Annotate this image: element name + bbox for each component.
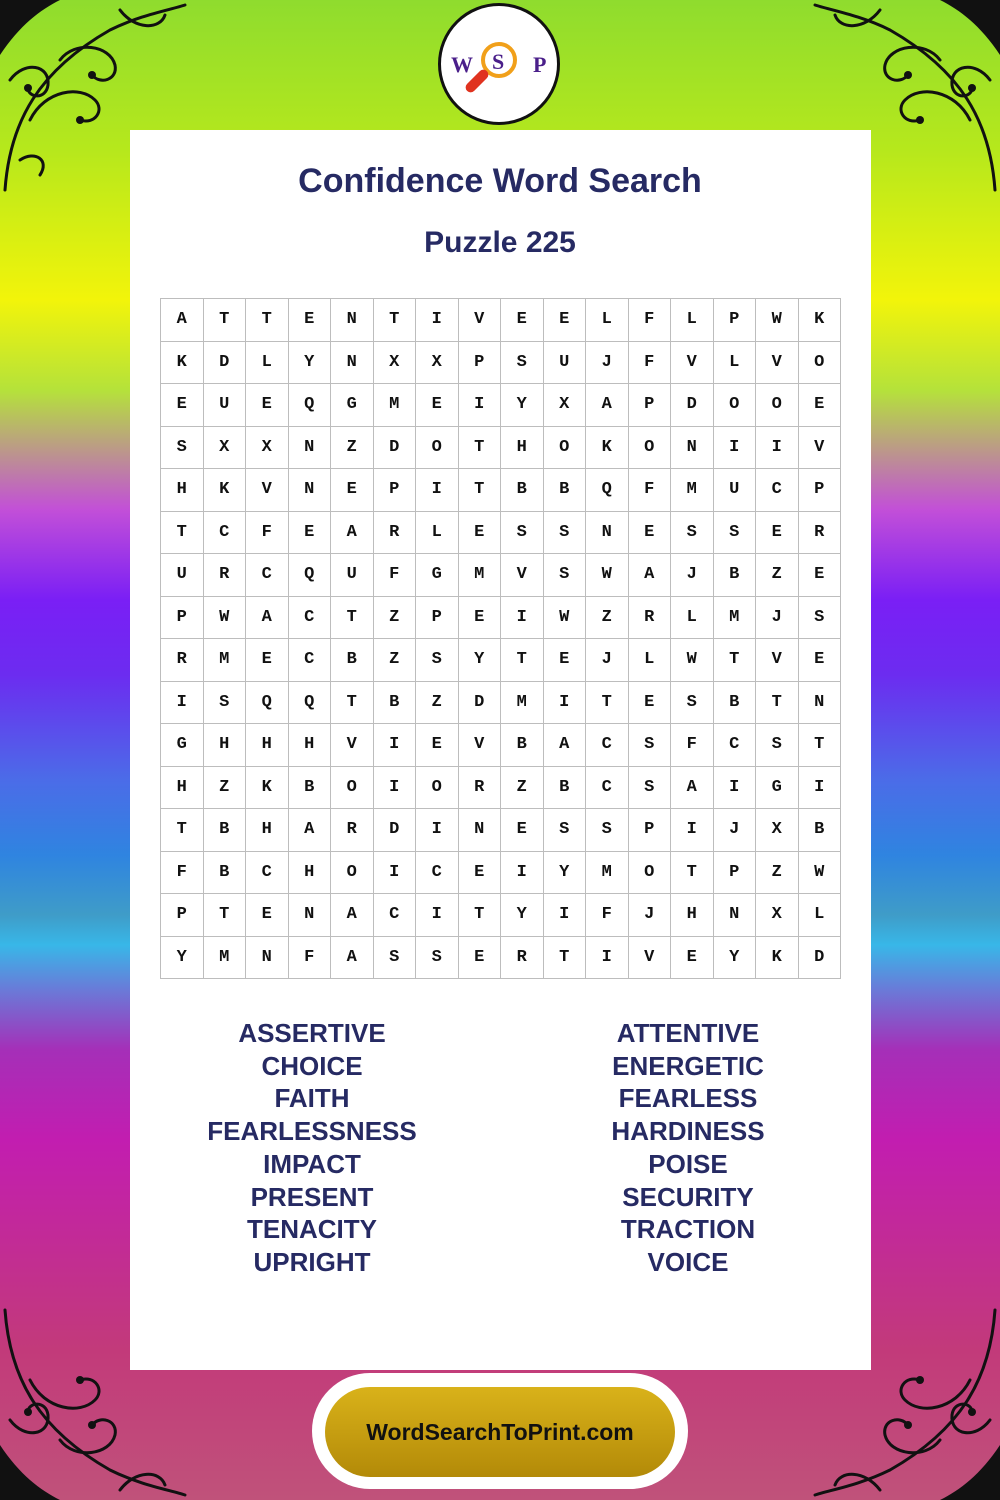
word-list-item: FEARLESS bbox=[618, 1083, 758, 1114]
grid-cell[interactable]: K bbox=[756, 936, 799, 979]
grid-cell[interactable]: Z bbox=[501, 766, 544, 809]
grid-cell[interactable]: T bbox=[501, 639, 544, 682]
grid-cell[interactable]: Y bbox=[543, 851, 586, 894]
grid-cell[interactable]: E bbox=[288, 511, 331, 554]
grid-cell[interactable]: R bbox=[161, 639, 204, 682]
word-list-item: FAITH bbox=[274, 1083, 350, 1114]
grid-cell[interactable]: E bbox=[628, 511, 671, 554]
grid-row bbox=[161, 766, 841, 809]
grid-cell[interactable]: Z bbox=[416, 681, 459, 724]
grid-cell[interactable]: S bbox=[161, 426, 204, 469]
grid-cell[interactable]: T bbox=[203, 894, 246, 937]
grid-cell[interactable]: V bbox=[458, 299, 501, 342]
grid-cell[interactable]: A bbox=[246, 596, 289, 639]
grid-cell[interactable]: D bbox=[671, 384, 714, 427]
grid-cell[interactable]: D bbox=[798, 936, 841, 979]
grid-cell[interactable]: L bbox=[798, 894, 841, 937]
grid-cell[interactable]: T bbox=[798, 724, 841, 767]
grid-cell[interactable]: T bbox=[756, 681, 799, 724]
grid-cell[interactable]: X bbox=[246, 426, 289, 469]
grid-cell[interactable]: L bbox=[671, 299, 714, 342]
grid-cell[interactable]: O bbox=[416, 426, 459, 469]
grid-cell[interactable]: W bbox=[543, 596, 586, 639]
word-list-item: ATTENTIVE bbox=[616, 1018, 760, 1048]
grid-cell[interactable]: E bbox=[246, 894, 289, 937]
grid-cell[interactable]: U bbox=[161, 554, 204, 597]
grid-cell[interactable]: D bbox=[373, 426, 416, 469]
grid-cell[interactable]: X bbox=[543, 384, 586, 427]
grid-cell[interactable]: H bbox=[246, 809, 289, 852]
grid-cell[interactable]: A bbox=[543, 724, 586, 767]
grid-cell[interactable]: V bbox=[246, 469, 289, 512]
logo-letter-p: P bbox=[533, 52, 547, 77]
wsp-logo[interactable] bbox=[438, 3, 560, 125]
grid-cell[interactable]: F bbox=[246, 511, 289, 554]
page-title: Confidence Word Search bbox=[298, 162, 702, 200]
grid-cell[interactable]: U bbox=[203, 384, 246, 427]
grid-cell[interactable]: I bbox=[416, 809, 459, 852]
grid-cell[interactable]: S bbox=[501, 511, 544, 554]
grid-cell[interactable]: G bbox=[416, 554, 459, 597]
grid-cell[interactable]: I bbox=[458, 384, 501, 427]
grid-cell[interactable]: J bbox=[713, 809, 756, 852]
grid-cell[interactable]: I bbox=[756, 426, 799, 469]
grid-cell[interactable]: O bbox=[756, 384, 799, 427]
word-list-item: VOICE bbox=[647, 1246, 729, 1277]
grid-cell[interactable]: D bbox=[458, 681, 501, 724]
grid-cell[interactable]: L bbox=[586, 299, 629, 342]
grid-cell[interactable]: V bbox=[671, 341, 714, 384]
grid-cell[interactable]: S bbox=[543, 809, 586, 852]
grid-cell[interactable]: T bbox=[161, 511, 204, 554]
grid-cell[interactable]: B bbox=[203, 851, 246, 894]
grid-row bbox=[161, 639, 841, 682]
grid-cell[interactable]: B bbox=[543, 766, 586, 809]
grid-cell[interactable]: A bbox=[586, 384, 629, 427]
grid-cell[interactable]: S bbox=[756, 724, 799, 767]
grid-cell[interactable]: P bbox=[416, 596, 459, 639]
grid-cell[interactable]: Q bbox=[246, 681, 289, 724]
grid-cell[interactable]: A bbox=[331, 894, 374, 937]
grid-cell[interactable]: E bbox=[458, 511, 501, 554]
grid-cell[interactable]: S bbox=[628, 766, 671, 809]
grid-row bbox=[161, 341, 841, 384]
grid-cell[interactable]: L bbox=[671, 596, 714, 639]
grid-cell[interactable]: Q bbox=[288, 384, 331, 427]
grid-cell[interactable]: F bbox=[586, 894, 629, 937]
word-list-item: SECURITY bbox=[622, 1181, 754, 1212]
grid-cell[interactable]: S bbox=[416, 936, 459, 979]
grid-cell[interactable]: B bbox=[203, 809, 246, 852]
grid-cell[interactable]: M bbox=[203, 936, 246, 979]
grid-row bbox=[161, 851, 841, 894]
grid-cell[interactable]: W bbox=[203, 596, 246, 639]
grid-cell[interactable]: R bbox=[628, 596, 671, 639]
grid-cell[interactable]: J bbox=[756, 596, 799, 639]
grid-cell[interactable]: F bbox=[628, 341, 671, 384]
grid-cell[interactable]: W bbox=[586, 554, 629, 597]
grid-cell[interactable]: O bbox=[628, 851, 671, 894]
grid-cell[interactable]: F bbox=[628, 299, 671, 342]
grid-cell[interactable]: S bbox=[671, 511, 714, 554]
word-list-item: ENERGETIC bbox=[612, 1050, 764, 1081]
grid-cell[interactable]: E bbox=[798, 554, 841, 597]
grid-cell[interactable]: N bbox=[586, 511, 629, 554]
grid-cell[interactable]: C bbox=[416, 851, 459, 894]
grid-cell[interactable]: H bbox=[203, 724, 246, 767]
grid-cell[interactable]: L bbox=[416, 511, 459, 554]
grid-cell[interactable]: B bbox=[288, 766, 331, 809]
word-list-item: UPRIGHT bbox=[253, 1246, 371, 1277]
grid-row bbox=[161, 894, 841, 937]
grid-cell[interactable]: T bbox=[713, 639, 756, 682]
grid-row bbox=[161, 936, 841, 979]
grid-cell[interactable]: F bbox=[288, 936, 331, 979]
grid-cell[interactable]: R bbox=[798, 511, 841, 554]
grid-cell[interactable]: V bbox=[331, 724, 374, 767]
grid-cell[interactable]: H bbox=[288, 724, 331, 767]
grid-cell[interactable]: M bbox=[373, 384, 416, 427]
grid-cell[interactable]: E bbox=[798, 639, 841, 682]
grid-cell[interactable]: I bbox=[671, 809, 714, 852]
grid-cell[interactable]: V bbox=[501, 554, 544, 597]
grid-cell[interactable]: H bbox=[501, 426, 544, 469]
grid-cell[interactable]: N bbox=[331, 341, 374, 384]
grid-cell[interactable]: N bbox=[246, 936, 289, 979]
grid-row bbox=[161, 724, 841, 767]
grid-cell[interactable]: P bbox=[798, 469, 841, 512]
grid-cell[interactable]: C bbox=[288, 639, 331, 682]
grid-cell[interactable]: T bbox=[586, 681, 629, 724]
grid-cell[interactable]: N bbox=[331, 299, 374, 342]
grid-cell[interactable]: O bbox=[543, 426, 586, 469]
grid-cell[interactable]: M bbox=[458, 554, 501, 597]
grid-cell[interactable]: Y bbox=[458, 639, 501, 682]
grid-cell[interactable]: J bbox=[671, 554, 714, 597]
word-list-left bbox=[162, 1017, 462, 1279]
grid-cell[interactable]: G bbox=[161, 724, 204, 767]
grid-cell[interactable]: M bbox=[501, 681, 544, 724]
grid-row bbox=[161, 426, 841, 469]
grid-cell[interactable]: V bbox=[628, 936, 671, 979]
word-list-item: CHOICE bbox=[261, 1050, 363, 1081]
grid-cell[interactable]: N bbox=[458, 809, 501, 852]
grid-cell[interactable]: B bbox=[713, 554, 756, 597]
grid-cell[interactable]: A bbox=[288, 809, 331, 852]
grid-cell[interactable]: E bbox=[798, 384, 841, 427]
grid-row bbox=[161, 511, 841, 554]
grid-cell[interactable]: K bbox=[798, 299, 841, 342]
word-list-item: POISE bbox=[648, 1148, 728, 1179]
grid-row bbox=[161, 384, 841, 427]
grid-cell[interactable]: G bbox=[756, 766, 799, 809]
grid-cell[interactable]: E bbox=[501, 299, 544, 342]
grid-cell[interactable]: R bbox=[203, 554, 246, 597]
grid-cell[interactable]: T bbox=[458, 894, 501, 937]
grid-cell[interactable]: S bbox=[628, 724, 671, 767]
grid-cell[interactable]: E bbox=[288, 299, 331, 342]
grid-cell[interactable]: J bbox=[586, 341, 629, 384]
grid-cell[interactable]: E bbox=[756, 511, 799, 554]
grid-row bbox=[161, 809, 841, 852]
grid-cell[interactable]: O bbox=[628, 426, 671, 469]
grid-cell[interactable]: B bbox=[543, 469, 586, 512]
grid-cell[interactable]: Y bbox=[501, 384, 544, 427]
grid-cell[interactable]: E bbox=[501, 809, 544, 852]
grid-cell[interactable]: Q bbox=[288, 681, 331, 724]
grid-cell[interactable]: D bbox=[373, 809, 416, 852]
grid-cell[interactable]: K bbox=[203, 469, 246, 512]
grid-cell[interactable]: H bbox=[246, 724, 289, 767]
grid-cell[interactable]: M bbox=[713, 596, 756, 639]
grid-cell[interactable]: B bbox=[501, 724, 544, 767]
grid-cell[interactable]: M bbox=[203, 639, 246, 682]
grid-cell[interactable]: T bbox=[458, 426, 501, 469]
grid-cell[interactable]: Q bbox=[288, 554, 331, 597]
logo-letter-s: S bbox=[492, 49, 505, 74]
grid-cell[interactable]: E bbox=[671, 936, 714, 979]
grid-cell[interactable]: A bbox=[161, 299, 204, 342]
word-list-item: IMPACT bbox=[263, 1148, 361, 1179]
grid-cell[interactable]: O bbox=[331, 766, 374, 809]
grid-cell[interactable]: I bbox=[161, 681, 204, 724]
grid-cell[interactable]: P bbox=[628, 809, 671, 852]
grid-cell[interactable]: F bbox=[373, 554, 416, 597]
grid-cell[interactable]: S bbox=[543, 511, 586, 554]
grid-cell[interactable]: N bbox=[713, 894, 756, 937]
logo-letter-w: W bbox=[451, 52, 473, 77]
grid-cell[interactable]: T bbox=[671, 851, 714, 894]
grid-cell[interactable]: W bbox=[798, 851, 841, 894]
grid-cell[interactable]: P bbox=[161, 894, 204, 937]
grid-cell[interactable]: M bbox=[671, 469, 714, 512]
grid-cell[interactable]: I bbox=[373, 724, 416, 767]
grid-cell[interactable]: E bbox=[458, 851, 501, 894]
word-list-item: TRACTION bbox=[620, 1214, 756, 1245]
grid-cell[interactable]: E bbox=[458, 936, 501, 979]
grid-cell[interactable]: A bbox=[628, 554, 671, 597]
grid-cell[interactable]: P bbox=[373, 469, 416, 512]
grid-cell[interactable]: R bbox=[501, 936, 544, 979]
puzzle-number: Puzzle 225 bbox=[424, 226, 576, 259]
grid-cell[interactable]: K bbox=[161, 341, 204, 384]
grid-cell[interactable]: S bbox=[671, 681, 714, 724]
grid-cell[interactable]: Y bbox=[288, 341, 331, 384]
grid-cell[interactable]: G bbox=[331, 384, 374, 427]
grid-cell[interactable]: C bbox=[713, 724, 756, 767]
grid-cell[interactable]: X bbox=[416, 341, 459, 384]
grid-cell[interactable]: L bbox=[713, 341, 756, 384]
grid-cell[interactable]: D bbox=[203, 341, 246, 384]
grid-cell[interactable]: T bbox=[373, 299, 416, 342]
grid-cell[interactable]: X bbox=[373, 341, 416, 384]
grid-cell[interactable]: T bbox=[458, 469, 501, 512]
grid-cell[interactable]: S bbox=[416, 639, 459, 682]
grid-cell[interactable]: Z bbox=[373, 639, 416, 682]
grid-cell[interactable]: T bbox=[246, 299, 289, 342]
grid-cell[interactable]: E bbox=[246, 384, 289, 427]
grid-cell[interactable]: S bbox=[543, 554, 586, 597]
grid-cell[interactable]: Q bbox=[586, 469, 629, 512]
grid-cell[interactable]: J bbox=[586, 639, 629, 682]
grid-cell[interactable]: L bbox=[246, 341, 289, 384]
grid-cell[interactable]: N bbox=[798, 681, 841, 724]
grid-cell[interactable]: T bbox=[331, 681, 374, 724]
grid-cell[interactable]: B bbox=[713, 681, 756, 724]
grid-cell[interactable]: S bbox=[373, 936, 416, 979]
website-link[interactable]: WordSearchToPrint.com bbox=[325, 1387, 675, 1477]
grid-cell[interactable]: A bbox=[671, 766, 714, 809]
grid-cell[interactable]: R bbox=[331, 809, 374, 852]
grid-cell[interactable]: C bbox=[246, 554, 289, 597]
grid-cell[interactable]: O bbox=[713, 384, 756, 427]
grid-cell[interactable]: B bbox=[373, 681, 416, 724]
grid-cell[interactable]: N bbox=[288, 894, 331, 937]
grid-cell[interactable]: V bbox=[756, 639, 799, 682]
grid-cell[interactable]: B bbox=[501, 469, 544, 512]
grid-cell[interactable]: V bbox=[756, 341, 799, 384]
grid-cell[interactable]: P bbox=[161, 596, 204, 639]
grid-cell[interactable]: P bbox=[713, 299, 756, 342]
grid-cell[interactable]: S bbox=[798, 596, 841, 639]
grid-cell[interactable]: Y bbox=[501, 894, 544, 937]
grid-cell[interactable]: V bbox=[798, 426, 841, 469]
grid-cell[interactable]: C bbox=[586, 766, 629, 809]
grid-row bbox=[161, 469, 841, 512]
grid-cell[interactable]: X bbox=[756, 894, 799, 937]
grid-cell[interactable]: S bbox=[203, 681, 246, 724]
word-list-item: TENACITY bbox=[247, 1214, 377, 1245]
grid-row bbox=[161, 299, 841, 342]
grid-cell[interactable]: E bbox=[246, 639, 289, 682]
grid-cell[interactable]: K bbox=[246, 766, 289, 809]
grid-cell[interactable]: Y bbox=[161, 936, 204, 979]
grid-cell[interactable]: B bbox=[331, 639, 374, 682]
grid-cell[interactable]: T bbox=[543, 936, 586, 979]
grid-cell[interactable]: Z bbox=[756, 554, 799, 597]
grid-cell[interactable]: J bbox=[628, 894, 671, 937]
grid-cell[interactable]: H bbox=[288, 851, 331, 894]
grid-cell[interactable]: C bbox=[373, 894, 416, 937]
grid-cell[interactable]: Z bbox=[586, 596, 629, 639]
grid-cell[interactable]: I bbox=[798, 766, 841, 809]
grid-cell[interactable]: S bbox=[586, 809, 629, 852]
grid-cell[interactable]: T bbox=[203, 299, 246, 342]
grid-cell[interactable]: I bbox=[586, 936, 629, 979]
grid-cell[interactable]: A bbox=[331, 936, 374, 979]
grid-cell[interactable]: T bbox=[331, 596, 374, 639]
word-list-right bbox=[538, 1017, 838, 1279]
grid-cell[interactable]: I bbox=[713, 426, 756, 469]
grid-cell[interactable]: Z bbox=[756, 851, 799, 894]
grid-cell[interactable]: R bbox=[458, 766, 501, 809]
grid-cell[interactable]: S bbox=[501, 341, 544, 384]
grid-cell[interactable]: E bbox=[458, 596, 501, 639]
grid-cell[interactable]: N bbox=[288, 469, 331, 512]
grid-cell[interactable]: B bbox=[798, 809, 841, 852]
grid-cell[interactable]: C bbox=[246, 851, 289, 894]
grid-row bbox=[161, 681, 841, 724]
grid-cell[interactable]: E bbox=[543, 299, 586, 342]
grid-cell[interactable]: C bbox=[203, 511, 246, 554]
grid-cell[interactable]: O bbox=[331, 851, 374, 894]
grid-row bbox=[161, 554, 841, 597]
grid-cell[interactable]: Z bbox=[331, 426, 374, 469]
grid-cell[interactable]: E bbox=[416, 724, 459, 767]
grid-cell[interactable]: I bbox=[713, 766, 756, 809]
grid-cell[interactable]: C bbox=[756, 469, 799, 512]
grid-cell[interactable]: F bbox=[161, 851, 204, 894]
grid-cell[interactable]: E bbox=[331, 469, 374, 512]
grid-cell[interactable]: U bbox=[713, 469, 756, 512]
grid-cell[interactable]: K bbox=[586, 426, 629, 469]
grid-cell[interactable]: I bbox=[543, 681, 586, 724]
grid-cell[interactable]: U bbox=[543, 341, 586, 384]
grid-cell[interactable]: W bbox=[671, 639, 714, 682]
grid-cell[interactable]: A bbox=[331, 511, 374, 554]
grid-cell[interactable]: P bbox=[628, 384, 671, 427]
word-list-item: HARDINESS bbox=[611, 1116, 765, 1147]
grid-cell[interactable]: I bbox=[373, 851, 416, 894]
grid-cell[interactable]: I bbox=[416, 894, 459, 937]
grid-cell[interactable]: E bbox=[628, 681, 671, 724]
grid-cell[interactable]: H bbox=[161, 469, 204, 512]
grid-cell[interactable]: I bbox=[501, 851, 544, 894]
grid-cell[interactable]: E bbox=[416, 384, 459, 427]
grid-cell[interactable]: F bbox=[628, 469, 671, 512]
letter-grid bbox=[160, 298, 841, 979]
word-list-item: ASSERTIVE bbox=[238, 1018, 386, 1048]
grid-cell[interactable]: W bbox=[756, 299, 799, 342]
grid-cell[interactable]: S bbox=[713, 511, 756, 554]
grid-cell[interactable]: O bbox=[798, 341, 841, 384]
grid-cell[interactable]: X bbox=[203, 426, 246, 469]
grid-cell[interactable]: Y bbox=[713, 936, 756, 979]
grid-cell[interactable]: N bbox=[288, 426, 331, 469]
word-list-item: PRESENT bbox=[250, 1181, 374, 1212]
grid-cell[interactable]: H bbox=[671, 894, 714, 937]
grid-cell[interactable]: Z bbox=[373, 596, 416, 639]
grid-cell[interactable]: P bbox=[458, 341, 501, 384]
grid-cell[interactable]: Z bbox=[203, 766, 246, 809]
grid-cell[interactable]: F bbox=[671, 724, 714, 767]
grid-cell[interactable]: N bbox=[671, 426, 714, 469]
grid-cell[interactable]: E bbox=[543, 639, 586, 682]
grid-cell[interactable]: U bbox=[331, 554, 374, 597]
grid-cell[interactable]: E bbox=[161, 384, 204, 427]
grid-cell[interactable]: O bbox=[416, 766, 459, 809]
grid-cell[interactable]: R bbox=[373, 511, 416, 554]
grid-cell[interactable]: P bbox=[713, 851, 756, 894]
grid-cell[interactable]: I bbox=[543, 894, 586, 937]
grid-row bbox=[161, 596, 841, 639]
grid-cell[interactable]: H bbox=[161, 766, 204, 809]
grid-cell[interactable]: I bbox=[416, 469, 459, 512]
grid-cell[interactable]: L bbox=[628, 639, 671, 682]
word-list-item: FEARLESSNESS bbox=[207, 1116, 417, 1147]
grid-cell[interactable]: X bbox=[756, 809, 799, 852]
grid-cell[interactable]: I bbox=[373, 766, 416, 809]
grid-cell[interactable]: C bbox=[586, 724, 629, 767]
grid-cell[interactable]: V bbox=[458, 724, 501, 767]
grid-cell[interactable]: I bbox=[501, 596, 544, 639]
grid-cell[interactable]: I bbox=[416, 299, 459, 342]
grid-cell[interactable]: M bbox=[586, 851, 629, 894]
grid-cell[interactable]: C bbox=[288, 596, 331, 639]
grid-cell[interactable]: T bbox=[161, 809, 204, 852]
